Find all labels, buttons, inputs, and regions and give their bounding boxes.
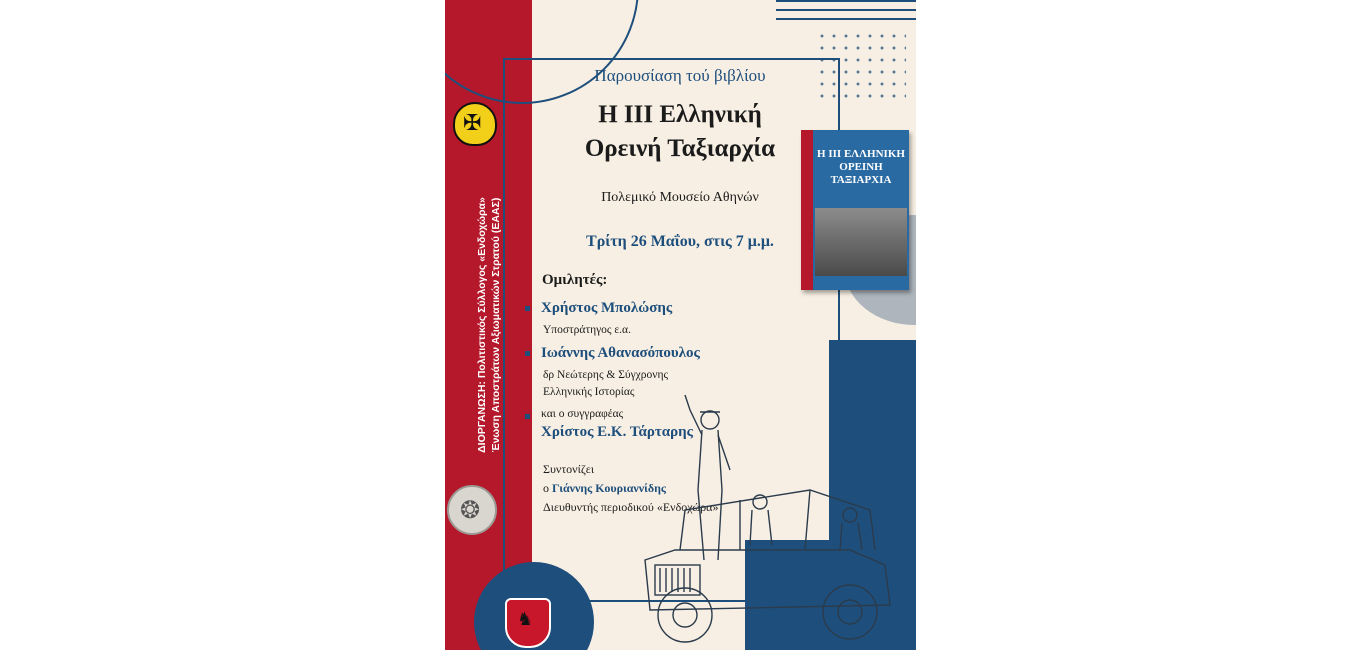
event-poster xyxy=(445,0,916,650)
bullet-icon xyxy=(525,351,530,356)
author-prefix: και ο συγγραφέας xyxy=(541,408,624,420)
jeep-illustration xyxy=(640,390,905,650)
speaker-name: Χρήστος Μπολώσης xyxy=(541,300,673,316)
coin-emblem-icon: ❂ xyxy=(447,485,497,535)
poster-subtitle: Παρουσίαση τού βιβλίου xyxy=(594,66,766,85)
book-title-line-2: ΟΡΕΙΝΗ xyxy=(839,161,883,173)
coordinator-label: Συντονίζει xyxy=(543,462,595,476)
book-spine xyxy=(801,130,813,290)
speakers-label: Ομιλητές: xyxy=(542,272,608,288)
book-title-line-1: Η ΙΙΙ ΕΛΛΗΝΙΚΗ xyxy=(817,148,905,160)
title-line-1: Η ΙΙΙ Ελληνική xyxy=(598,101,762,128)
speaker-role-line-1: δρ Νεώτερης & Σύγχρονης xyxy=(543,369,669,381)
date-text: Τρίτη 26 Μαΐου, στις 7 μ.μ. xyxy=(586,233,774,250)
title-line-2: Ορεινή Ταξιαρχία xyxy=(584,135,776,162)
book-cover-photo xyxy=(815,208,907,276)
bullet-icon xyxy=(525,414,530,419)
coordinator-name: Γιάννης Κουριαννίδης xyxy=(552,481,666,495)
author-name: Χρίστος Ε.Κ. Τάρταρης xyxy=(541,424,694,440)
organizer-line-2: Ένωση Αποστράτων Αξιωματικών Στρατού (ΕΑΑΣ) xyxy=(490,197,502,453)
speaker-role: Υποστράτηγος ε.α. xyxy=(543,324,631,336)
speaker-name: Ιωάννης Αθανασόπουλος xyxy=(541,345,700,361)
book-title-line-3: ΤΑΞΙΑΡΧΙΑ xyxy=(830,174,892,186)
book-cover-title xyxy=(815,148,907,187)
speaker-role-line-2: Ελληνικής Ιστορίας xyxy=(543,386,635,398)
coordinator-role: Διευθυντής περιοδικού «Ενδοχώρα» xyxy=(543,500,719,514)
venue-text: Πολεμικό Μουσείο Αθηνών xyxy=(601,190,759,205)
organizer-line-1: ΔΙΟΡΓΑΝΩΣΗ: Πολιτιστικός Σύλλογος «Ενδοχώρα» xyxy=(476,197,488,453)
organizer-side-text xyxy=(475,160,503,490)
poster-title xyxy=(565,98,795,166)
shield-emblem-icon: ♞ xyxy=(505,598,551,648)
coordinator-prefix: ο xyxy=(543,481,549,495)
book-cover-image xyxy=(801,130,909,290)
bullet-icon xyxy=(525,306,530,311)
eagle-emblem-icon: ✠ xyxy=(453,102,497,146)
